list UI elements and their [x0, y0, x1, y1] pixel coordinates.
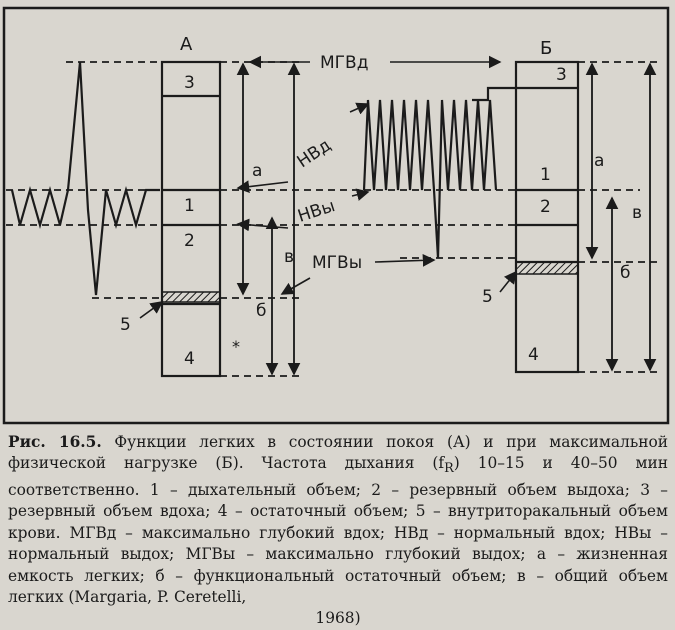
b-letter-v: в — [632, 203, 643, 223]
b-letter-a: а — [594, 151, 605, 171]
b-zone-5: 5 — [482, 287, 493, 307]
label-nvd: НВд — [293, 135, 335, 173]
b-zone-3: 3 — [556, 65, 567, 85]
a-zone-5: 5 — [120, 315, 131, 335]
a-zone-2: 2 — [184, 231, 195, 251]
panel-a-label: А — [180, 34, 193, 55]
a-letter-v: в — [284, 247, 295, 267]
b-zone-2: 2 — [540, 197, 551, 217]
panel-b — [364, 62, 660, 372]
label-mgvd: МГВд — [320, 53, 369, 73]
label-mgvy: МГВы — [312, 253, 363, 273]
a-star-mark: * — [232, 337, 240, 356]
panel-b-column — [516, 62, 578, 372]
a-zone-4: 4 — [184, 349, 195, 369]
panel-a-column — [162, 62, 220, 376]
caption-text: Функции легких в состоянии покоя (А) и при максимальной физической нагрузке (Б). Частота дыхания (f — [8, 433, 668, 473]
panel-b-blood-volume — [516, 262, 578, 274]
panel-a-blood-volume — [162, 292, 220, 302]
a-letter-a: а — [252, 161, 263, 181]
b-zone-1: 1 — [540, 165, 551, 185]
a-zone-3: 3 — [184, 73, 195, 93]
label-nvy: НВы — [295, 196, 338, 227]
panel-b-label: Б — [540, 38, 553, 59]
caption-text-2: ) 10–15 и 40–50 мин соответственно. 1 – дыхательный объем; 2 – резервный объем выдоха; 3 – резервный объем вдоха; 4 – остаточный объем; 5 – внутриторакальный объем крови. МГВд – максимально глубокий вдох; НВд – нормальный вдох; НВы – нормальный выдох; МГВы – максимально глубокий выдох; а – жизненная емкость легких; б – функциональный остаточный объем; в – общий объем легких (Margaria, P. Ceretelli, — [8, 454, 669, 606]
figure-caption — [8, 432, 668, 630]
a-zone-1: 1 — [184, 196, 195, 216]
caption-label: Рис. 16.5. — [8, 433, 102, 451]
a-letter-b: б — [256, 301, 267, 321]
caption-sub: R — [444, 461, 454, 477]
caption-year: 1968) — [315, 609, 361, 628]
b-letter-b: б — [620, 263, 631, 283]
b-zone-4: 4 — [528, 345, 539, 365]
